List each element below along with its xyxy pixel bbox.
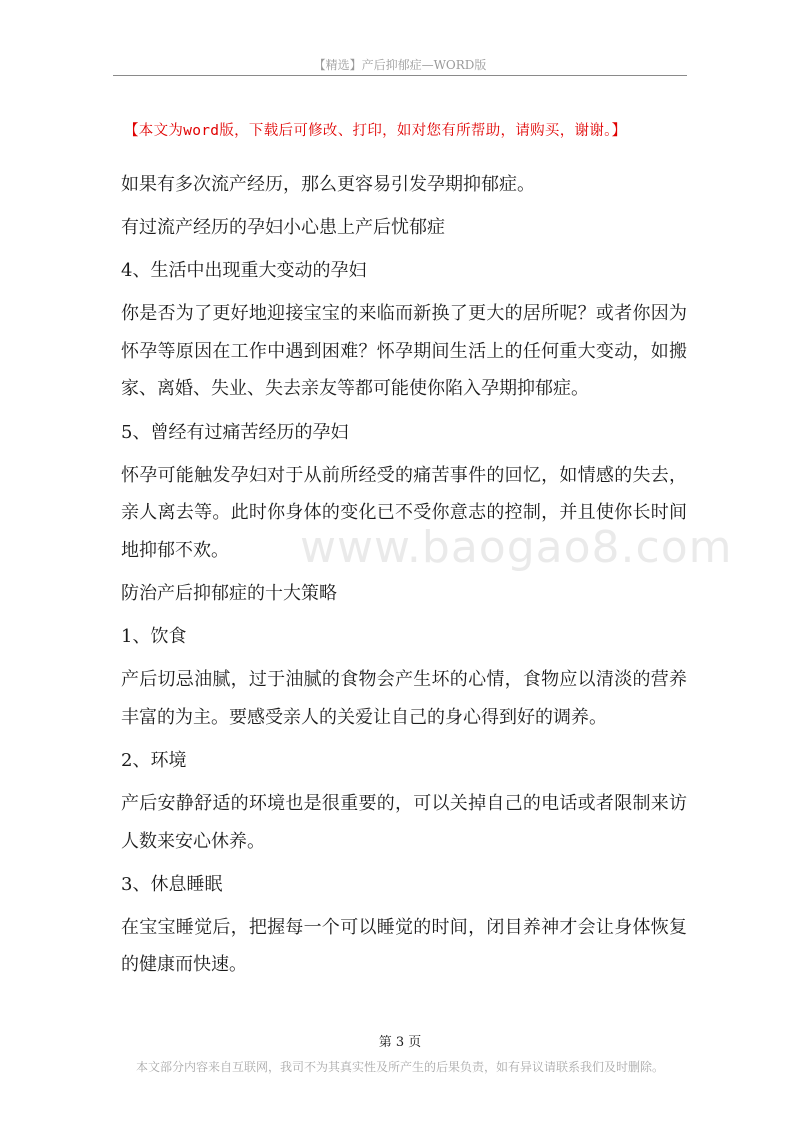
section-heading-diet: 1、饮食 — [121, 626, 187, 648]
footer-disclaimer: 本文部分内容来自互联网，我司不为其真实性及所产生的后果负责，如有异议请联系我们及时删除。 — [135, 1060, 664, 1074]
section-heading-5: 5、曾经有过痛苦经历的孕妇 — [121, 421, 349, 443]
body-paragraph-1: 如果有多次流产经历，那么更容易引发孕期抑郁症。 — [121, 174, 535, 195]
purchase-notice: 【本文为word版，下载后可修改、打印，如对您有所帮助，请购买，谢谢。】 — [124, 123, 627, 139]
body-paragraph-2: 有过流产经历的孕妇小心患上产后忧郁症 — [121, 217, 445, 239]
body-paragraph-sleep: 在宝宝睡觉后，把握每一个可以睡觉的时间，闭目养神才会让身体恢复的健康而快速。 — [121, 916, 687, 976]
page-header-title: 【精选】产后抑郁症—WORD版 — [313, 58, 487, 72]
body-paragraph-diet: 产后切忌油腻，过于油腻的食物会产生坏的心情，食物应以清淡的营养丰富的为主。要感受亲人的关爱让自己的身心得到好的调养。 — [121, 669, 687, 728]
body-paragraph-environment: 产后安静舒适的环境也是很重要的，可以关掉自己的电话或者限制来访人数来安心休养。 — [121, 792, 687, 852]
body-paragraph-6: 怀孕可能触发孕妇对于从前所经受的痛苦事件的回忆，如情感的失去，亲人离去等。此时你身体的变化已不受你意志的控制，并且使你长时间地抑郁不欢。 — [121, 464, 687, 561]
body-paragraph-4: 你是否为了更好地迎接宝宝的来临而新换了更大的居所呢？或者你因为怀孕等原因在工作中遇到困难？怀孕期间生活上的任何重大变动，如搬家、离婚、失业、失去亲友等都可能使你陷入孕期抑郁症。 — [121, 303, 687, 400]
section-heading-sleep: 3、休息睡眠 — [121, 873, 223, 895]
section-heading-strategies: 防治产后抑郁症的十大策略 — [121, 582, 337, 604]
document-body — [121, 166, 687, 989]
page-number: 第 3 页 — [378, 1035, 422, 1050]
section-heading-environment: 2、环境 — [121, 749, 187, 771]
section-heading-4: 4、生活中出现重大变动的孕妇 — [121, 260, 367, 282]
header-divider — [113, 75, 687, 76]
site-watermark: www.baogao8.com — [300, 522, 733, 573]
